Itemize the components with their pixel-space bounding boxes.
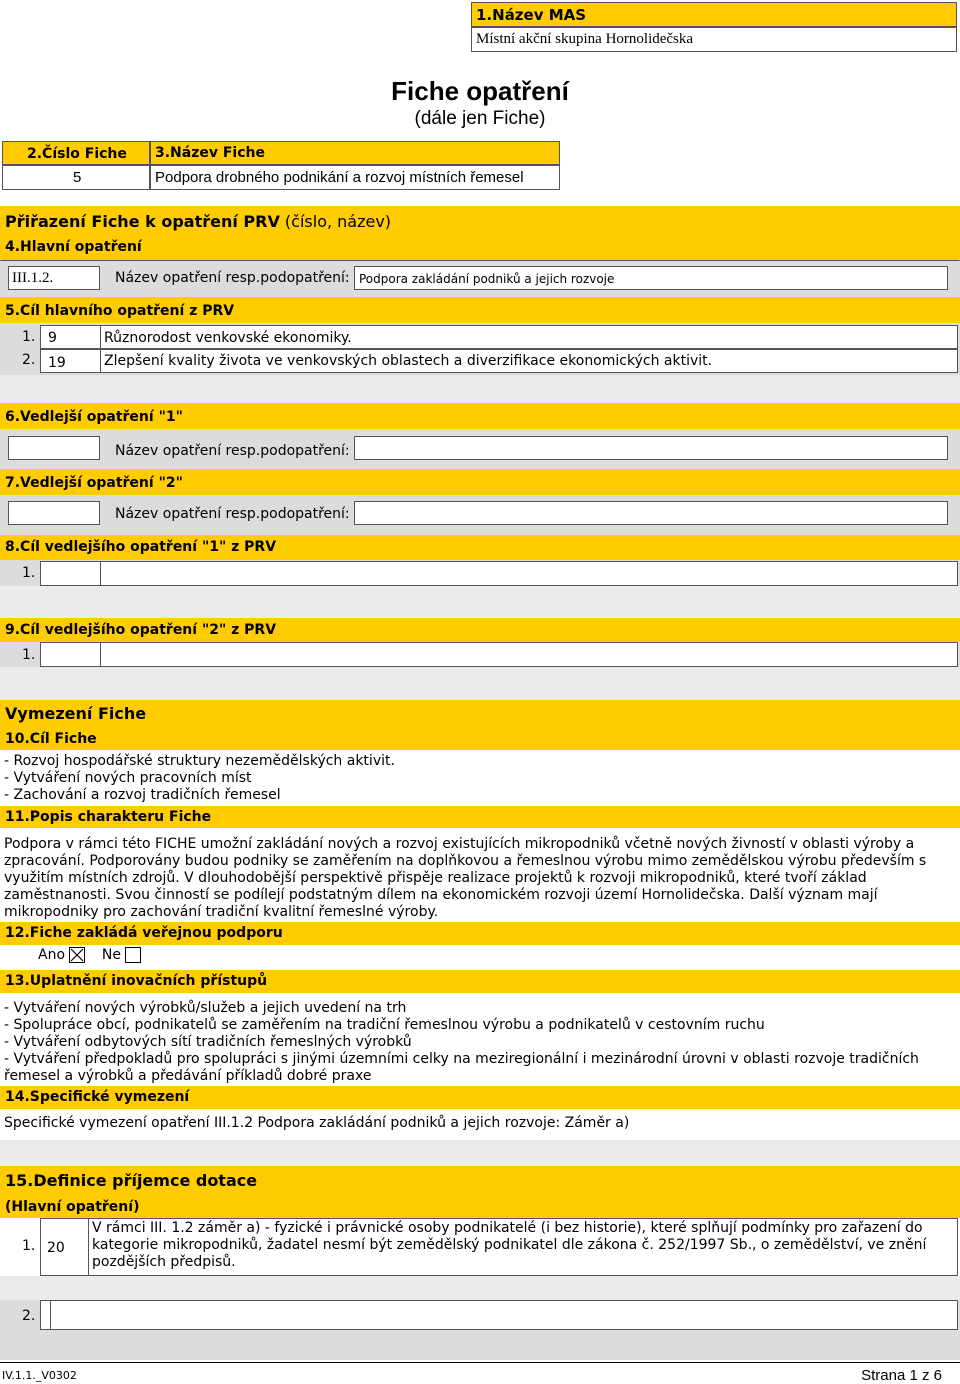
fiche-name-label: 3.Název Fiche <box>155 145 265 161</box>
inovace-line-4: - Vytváření předpokladů pro spolupráci s jinými územními celky na meziregionální i mezinárodní úrovni v oblasti rozvoje tradičních řemesel a výrobků a předávání příkladů dobré praxe <box>4 1051 919 1084</box>
inovace-label-bar <box>0 970 960 993</box>
main-goal-n-1: 1. <box>22 329 36 345</box>
verejna-label-bar <box>0 922 960 945</box>
main-measure-code: III.1.2. <box>12 270 54 286</box>
inovace-line-3: - Vytváření odbytových sítí tradičních řemeslných výrobků <box>4 1034 412 1050</box>
main-measure-name-box <box>354 266 948 290</box>
inovace-label: 13.Uplatnění inovačních přístupů <box>5 973 268 989</box>
main-goal-text-2: Zlepšení kvality života ve venkovských oblastech a diverzifikace ekonomických aktivit. <box>104 353 713 369</box>
main-goal-text-1: Různorodost venkovské ekonomiky. <box>104 330 352 346</box>
checked-x-icon <box>70 948 84 962</box>
side1-label-bar <box>0 403 960 429</box>
side1-goal-n: 1. <box>22 565 36 581</box>
specificke-spacer <box>0 1140 960 1166</box>
fiche-name-box <box>150 165 560 190</box>
side1-name-box[interactable] <box>354 436 948 460</box>
inovace-line-1: - Vytváření nových výrobků/služeb a jejich uvedení na trh <box>4 1000 407 1016</box>
side2-goal-n: 1. <box>22 647 36 663</box>
footer-page: Strana 1 z 6 <box>861 1367 942 1384</box>
cil-text <box>4 753 954 804</box>
ne-label: Ne <box>101 947 122 963</box>
ne-checkbox[interactable] <box>125 947 141 963</box>
page-title <box>0 76 960 107</box>
side1-name-label: Název opatření resp.podopatření: <box>115 443 350 459</box>
vymezeni-section <box>0 700 960 750</box>
popis-label-bar <box>0 806 960 828</box>
assign-heading: Přiřazení Fiche k opatření PRV (číslo, název) <box>5 212 392 231</box>
fiche-name: Podpora drobného podnikání a rozvoj místních řemesel <box>155 169 524 186</box>
ano-label: Ano <box>38 947 66 963</box>
main-goal-n-2: 2. <box>22 352 36 368</box>
fiche-num-box <box>2 165 150 190</box>
main-goal-label: 5.Cíl hlavního opatření z PRV <box>5 303 235 319</box>
specificke-label-bar <box>0 1086 960 1109</box>
mas-label-bar <box>471 2 957 27</box>
fiche-num-label-bar <box>2 141 150 165</box>
fiche-name-label-bar <box>150 141 560 165</box>
page-subtitle: (dále jen Fiche) <box>414 108 546 129</box>
side1-goal-label: 8.Cíl vedlejšího opatření "1" z PRV <box>5 539 277 555</box>
main-goal-spacer <box>0 375 960 403</box>
inovace-text <box>4 1000 954 1085</box>
side1-label: 6.Vedlejší opatření "1" <box>5 409 183 425</box>
cil-line-2: - Vytváření nových pracovních míst <box>4 770 252 786</box>
side2-goal-label: 9.Cíl vedlejšího opatření "2" z PRV <box>5 622 277 638</box>
side2-name-label: Název opatření resp.podopatření: <box>115 506 350 522</box>
main-goal-code-2: 19 <box>48 355 66 371</box>
side2-label-bar <box>0 469 960 495</box>
side2-goal-box[interactable] <box>40 642 958 667</box>
mas-label: 1.Název MAS <box>476 6 587 24</box>
main-measure-name-label: Název opatření resp.podopatření: <box>115 270 350 286</box>
definice-n-1: 1. <box>22 1238 36 1254</box>
definice-text-1: V rámci III. 1.2 záměr a) - fyzické i právnické osoby podnikatelé (i bez historie), které splňují podmínky pro zařazení do kategorie mikropodniků, žadatel nesmí být zemědělský podnikatel dle zákona č. 252/1997 Sb., o zemědělství, ve znění pozdějších předpisů. <box>92 1220 927 1270</box>
definice-row-2 <box>40 1300 958 1330</box>
cil-line-1: - Rozvoj hospodářské struktury nezemědělských aktivit. <box>4 753 395 769</box>
side1-goal-label-bar <box>0 535 960 560</box>
side1-code-box[interactable] <box>8 436 100 460</box>
side2-code-box[interactable] <box>8 501 100 525</box>
side2-name-box[interactable] <box>354 501 948 525</box>
definice-heading: 15.Definice příjemce dotace <box>5 1171 258 1190</box>
vymezeni-heading: Vymezení Fiche <box>5 704 147 723</box>
mas-value: Místní akční skupina Hornolidečska <box>476 31 694 47</box>
verejna-options <box>38 947 141 963</box>
definice-section <box>0 1166 960 1218</box>
definice-code-1: 20 <box>47 1240 65 1256</box>
fiche-num: 5 <box>73 169 82 186</box>
verejna-label: 12.Fiche zakládá veřejnou podporu <box>5 925 283 941</box>
inovace-line-2: - Spolupráce obcí, podnikatelů se zaměřením na tradiční řemeslnou výrobu a podnikatelů v cestovním ruchu <box>4 1017 765 1033</box>
popis-label: 11.Popis charakteru Fiche <box>5 809 212 825</box>
footer-version: IV.1.1._V0302 <box>2 1369 77 1382</box>
main-measure-name: Podpora zakládání podniků a jejich rozvoje <box>359 272 615 286</box>
side1-goal-box[interactable] <box>40 561 958 586</box>
main-measure-label: 4.Hlavní opatření <box>5 239 142 255</box>
main-goal-label-bar <box>0 297 960 323</box>
side2-label: 7.Vedlejší opatření "2" <box>5 475 183 491</box>
fiche-num-label: 2.Číslo Fiche <box>27 146 127 162</box>
assign-section <box>0 206 960 261</box>
specificke-text: Specifické vymezení opatření III.1.2 Podpora zakládání podniků a jejich rozvoje: Záměr a) <box>4 1115 630 1131</box>
specificke-label: 14.Specifické vymezení <box>5 1089 190 1105</box>
page-title-main: Fiche opatření <box>391 76 569 106</box>
mas-value-box <box>471 27 957 52</box>
popis-text: Podpora v rámci této FICHE umožní zakládání nových a rozvoj existujících mikropodniků včetně nových živností v oblasti výroby a zpracování. Podporovány budou podniky se zaměřením na doplňkovou a řemeslnou výrobu mimo zemědělskou výrobu především s využitím místních zdrojů. V dlouhodobější perspektivě přispěje realizace projektů k rozvoji mikropodniků, které tvoří základ zaměstnanosti. Svou činností se podílejí podstatným dílem na ekonomickém rozvoji území Hornolidečska. Další význam mají mikropodniky pro zachování tradiční kvalitní řemeslné výroby. <box>4 836 927 920</box>
cil-line-3: - Zachování a rozvoj tradičních řemesel <box>4 787 281 803</box>
definice-n-2: 2. <box>22 1308 36 1324</box>
side2-goal-label-bar <box>0 618 960 642</box>
ano-checkbox[interactable] <box>69 947 85 963</box>
cil-label: 10.Cíl Fiche <box>5 731 97 747</box>
definice-sub: (Hlavní opatření) <box>5 1199 140 1215</box>
main-goal-code-1: 9 <box>48 330 57 346</box>
main-measure-code-box <box>8 266 100 290</box>
